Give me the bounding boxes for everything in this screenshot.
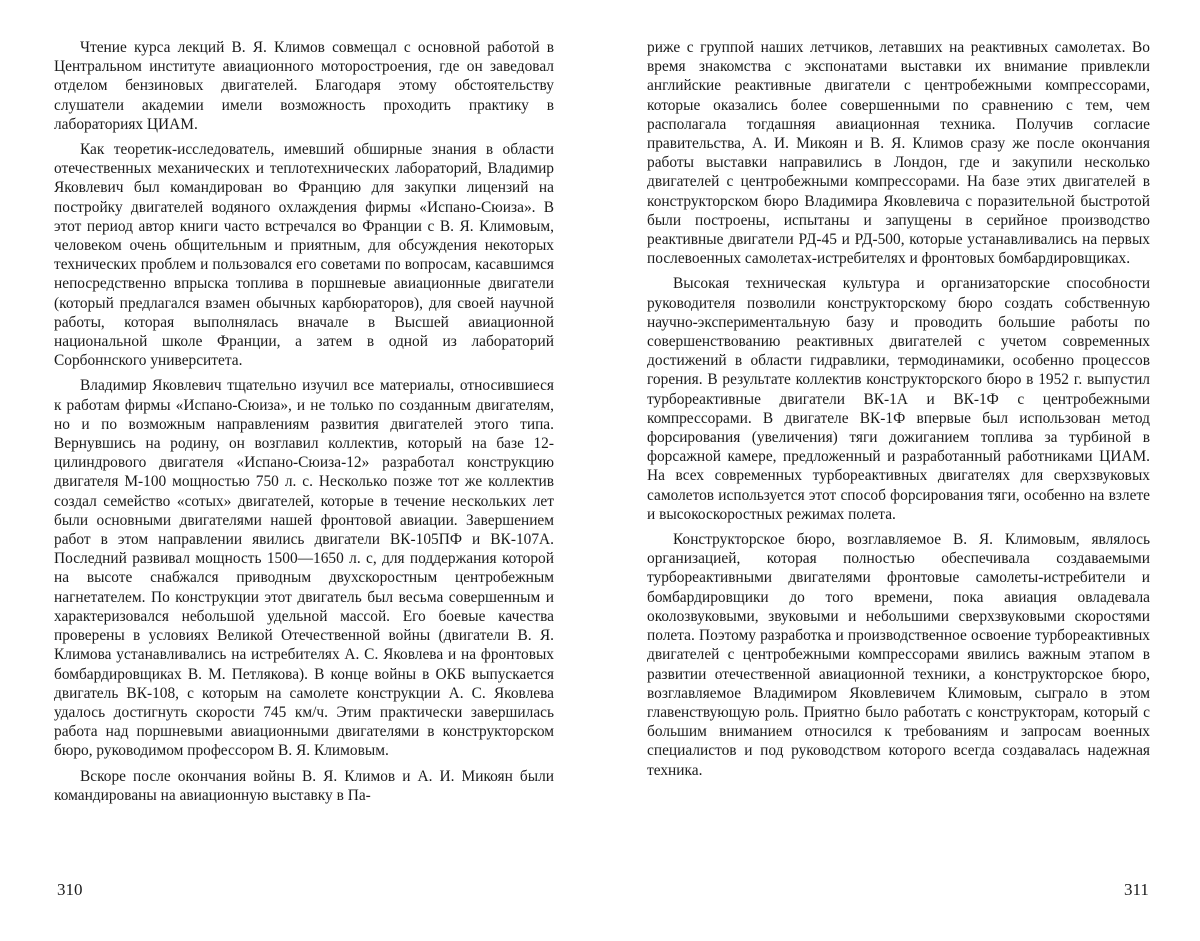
paragraph: Конструкторское бюро, возглавляемое В. Я. Климовым, являлось организацией, которая полностью обеспечивала создаваемыми турбореактивными двигателями фронтовые самолеты-истребители и бомбардировщики до того времени, пока авиация овладевала околозвуковыми, звуковыми и небольшими сверхзвуковыми скоростями полета. Поэтому разработка и производственное освоение турбореактивных двигателей с центробежными компрессорами явились важным этапом в развитии отечественной авиационной техники, а конструкторское бюро, возглавляемое Владимиром Яковлевичем Климовым, сыграло в этом главенствующую роль. Приятно было работать с конструкторам, который с большим вниманием относился к требованиям и запросам военных специалистов и под руководством которого всегда создавалась надежная техника. bbox=[647, 531, 1150, 779]
paragraph: Чтение курса лекций В. Я. Климов совмещал с основной работой в Центральном институте авиационного моторостроения, где он заведовал отделом бензиновых двигателей. Благодаря этому обстоятельству слушатели академии имели возможность проходить практику в лабораториях ЦИАМ. bbox=[54, 39, 554, 133]
right-page bbox=[647, 38, 1150, 786]
left-page bbox=[54, 38, 554, 811]
paragraph-continued: риже с группой наших летчиков, летавших на реактивных самолетах. Во время знакомства с экспонатами выставки их внимание привлекли английские реактивные двигатели с центробежными компрессорами, которые оказались более совершенными по сравнению с тем, чем располагала тогдашняя авиационная техника. Получив согласие правительства, А. И. Микоян и В. Я. Климов сразу же после окончания работы выставки направились в Лондон, где и закупили несколько двигателей с центробежными компрессорами. На базе этих двигателей в конструкторском бюро Владимира Яковлевича с поразительной быстротой были построены, испытаны и запущены в серийное производство реактивные двигатели РД-45 и РД-500, которые устанавливались на первых послевоенных самолетах-истребителях и фронтовых бомбардировщиках. bbox=[647, 39, 1150, 268]
paragraph: Вскоре после окончания войны В. Я. Климов и А. И. Микоян были командированы на авиационную выставку в Па- bbox=[54, 767, 554, 804]
paragraph: Владимир Яковлевич тщательно изучил все материалы, относившиеся к работам фирмы «Испано-Сюиза», и не только по созданным двигателям, но и по возможным направлениям развития двигателей этого типа. Вернувшись на родину, он возглавил коллектив, который на базе 12-цилиндрового двигателя «Испано-Сюиза-12» разработал конструкцию двигателя М-100 мощностью 750 л. с. Несколько позже тот же коллектив создал семейство «сотых» двигателей, которые в течение нескольких лет были основными двигателями нашей фронтовой авиации. Завершением работ в этом направлении явились двигатели ВК-105ПФ и ВК-107А. Последний развивал мощность 1500—1650 л. с, для поддержания которой на высоте снабжался приводным двухскоростным центробежным нагнетателем. По конструкции этот двигатель был весьма совершенным и характеризовался небольшой удельной массой. Его боевые качества проверены в условиях Великой Отечественной войны (двигатели В. Я. Климова устанавливались на истребителях А. С. Яковлева и на фронтовых бомбардировщиках В. М. Петлякова). В конце войны в ОКБ выпускается двигатель ВК-108, с которым на самолете конструкции А. С. Яковлева удалось достигнуть скорости 745 км/ч. Этим практически завершилась работа над поршневыми авиационными двигателями в конструкторском бюро, руководимом профессором В. Я. Климовым. bbox=[54, 377, 554, 760]
page-number: 311 bbox=[1124, 880, 1149, 899]
paragraph: Как теоретик-исследователь, имевший обширные знания в области отечественных механических и теплотехнических лабораторий, Владимир Яковлевич был командирован во Францию для закупки лицензий на постройку двигателей водяного охлаждения фирмы «Испано-Сюиза». В этот период автор книги часто встречался во Франции с В. Я. Климовым, человеком очень общительным и приятным, для обсуждения некоторых технических проблем и пользовался его советами по вопросам, касавшимся непосредственно впрыска топлива в поршневые авиационные двигатели (который предлагался взамен обычных карбюраторов), для своей научной работы, которая выполнялась вначале в Высшей авиационной национальной школе Франции, а затем в одной из лабораторий Сорбоннского университета. bbox=[54, 141, 554, 370]
paragraph: Высокая техническая культура и организаторские способности руководителя позволили конструкторскому бюро создать собственную научно-экспериментальную базу и проводить большие работы по совершенствованию реактивных двигателей с учетом современных достижений в области гидравлики, термодинамики, особенно процессов горения. В результате коллектив конструкторского бюро в 1952 г. выпустил турбореактивные двигатели ВК-1А и ВК-1Ф с центробежными компрессорами. В двигателе ВК-1Ф впервые был использован метод форсирования (увеличения) тяги дожиганием топлива за турбиной в форсажной камере, предложенный и разработанный работниками ЦИАМ. На всех современных турбореактивных двигателях для сверхзвуковых самолетов используется этот способ форсирования тяги, особенно на взлете и высокоскоростных режимах полета. bbox=[647, 275, 1150, 523]
page-number: 310 bbox=[57, 880, 83, 899]
